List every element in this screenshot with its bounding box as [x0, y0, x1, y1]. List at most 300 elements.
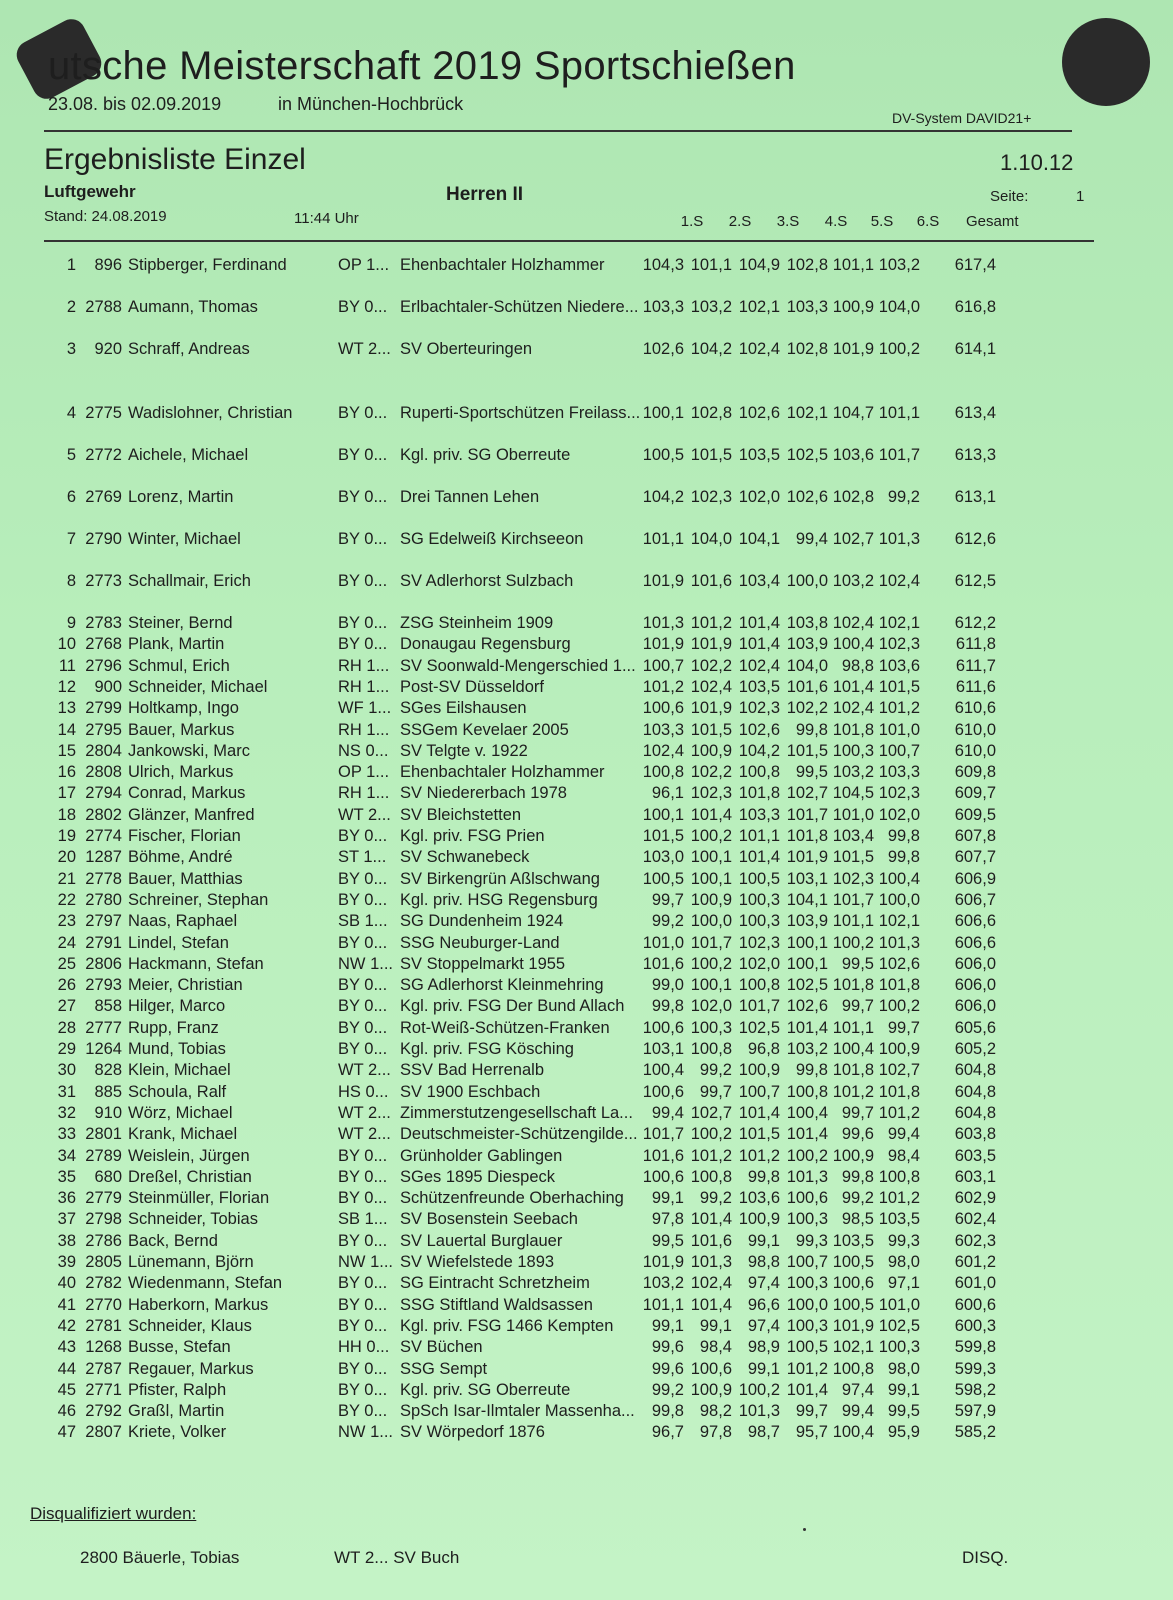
rank-cell: 14 — [57, 720, 76, 739]
series-4-cell: 102,5 — [786, 976, 828, 995]
rank-cell: 11 — [58, 656, 76, 675]
series-4-cell: 101,9 — [786, 848, 828, 867]
series-3-cell: 98,9 — [747, 1338, 780, 1357]
series-3-cell: 101,8 — [738, 784, 780, 803]
rank-cell: 32 — [57, 1103, 76, 1122]
rank-cell: 15 — [57, 741, 76, 760]
region-cell: BY 0... — [338, 1402, 388, 1421]
shooter-name-cell: Lorenz, Martin — [128, 488, 234, 506]
shooter-name-cell: Stipberger, Ferdinand — [128, 256, 287, 274]
shooter-name-cell: Schoula, Ralf — [128, 1082, 227, 1101]
series-3-cell: 102,0 — [738, 488, 780, 506]
series-5-cell: 101,1 — [832, 256, 874, 274]
series-6-cell: 102,6 — [878, 954, 920, 973]
series-2-cell: 102,7 — [690, 1103, 732, 1122]
series-3-cell: 101,4 — [738, 1103, 780, 1122]
series-5-cell: 104,5 — [832, 784, 874, 803]
rank-cell: 44 — [57, 1359, 76, 1378]
table-row — [0, 256, 1173, 278]
paper-mark — [803, 1528, 806, 1531]
series-2-cell: 100,6 — [690, 1359, 732, 1378]
series-4-cell: 100,7 — [786, 1253, 828, 1271]
start-number-cell: 2770 — [85, 1295, 122, 1314]
series-2-cell: 101,4 — [690, 1210, 732, 1229]
series-4-cell: 100,1 — [786, 954, 828, 973]
table-row — [0, 1274, 1173, 1296]
club-cell: SSG Sempt — [400, 1359, 488, 1378]
series-2-cell: 101,4 — [690, 1295, 732, 1314]
series-4-cell: 101,4 — [786, 1380, 828, 1399]
total-cell: 606,9 — [954, 869, 996, 888]
table-row — [0, 340, 1173, 362]
series-6-cell: 104,0 — [878, 298, 920, 316]
shooter-name-cell: Böhme, André — [128, 848, 233, 867]
table-row — [0, 1061, 1173, 1083]
rank-cell: 27 — [57, 997, 76, 1016]
region-cell: RH 1... — [338, 720, 390, 739]
club-cell: SV 1900 Eschbach — [400, 1082, 541, 1101]
start-number-cell: 2771 — [85, 1380, 122, 1399]
series-2-cell: 101,9 — [690, 635, 732, 654]
series-3-cell: 101,4 — [738, 614, 780, 632]
start-number-cell: 1264 — [85, 1040, 122, 1058]
total-cell: 603,5 — [954, 1146, 996, 1165]
series-4-cell: 101,4 — [786, 1125, 828, 1144]
region-cell: OP 1... — [338, 763, 390, 782]
shooter-name-cell: Schreiner, Stephan — [128, 890, 269, 909]
table-row — [0, 1360, 1173, 1382]
series-5-cell: 100,3 — [832, 741, 874, 760]
total-cell: 602,3 — [954, 1231, 996, 1250]
disqualified-heading: Disqualifiziert wurden: — [30, 1504, 197, 1523]
table-row — [0, 572, 1173, 594]
club-cell: SV Telgte v. 1922 — [400, 741, 528, 760]
column-header-s5: 5.S — [870, 213, 894, 230]
table-row — [0, 891, 1173, 913]
series-3-cell: 96,6 — [747, 1295, 780, 1314]
shooter-name-cell: Holtkamp, Ingo — [128, 699, 239, 718]
series-1-cell: 100,8 — [642, 763, 684, 782]
club-cell: SSG Stiftland Waldsassen — [400, 1295, 593, 1314]
start-number-cell: 2779 — [85, 1189, 122, 1208]
series-3-cell: 100,9 — [738, 1210, 780, 1229]
table-row — [0, 488, 1173, 510]
total-cell: 603,1 — [954, 1167, 996, 1186]
table-row — [0, 298, 1173, 320]
series-4-cell: 95,7 — [795, 1423, 828, 1442]
series-5-cell: 100,4 — [832, 635, 874, 654]
series-3-cell: 96,8 — [747, 1040, 780, 1058]
rank-cell: 3 — [66, 340, 76, 358]
region-cell: BY 0... — [338, 1167, 388, 1186]
table-row — [0, 1423, 1173, 1445]
start-number-cell: 2807 — [85, 1423, 122, 1442]
total-cell: 606,0 — [954, 954, 996, 973]
series-2-cell: 101,5 — [690, 446, 732, 464]
region-cell: RH 1... — [338, 784, 390, 803]
shooter-name-cell: Rupp, Franz — [128, 1018, 219, 1037]
series-1-cell: 103,2 — [642, 1274, 684, 1293]
series-3-cell: 100,9 — [738, 1061, 780, 1080]
page-number: 1 — [1076, 188, 1085, 205]
region-cell: ST 1... — [338, 848, 387, 867]
series-4-cell: 102,8 — [786, 340, 828, 358]
disqualified-club: WT 2... SV Buch — [334, 1548, 460, 1567]
table-row — [0, 848, 1173, 870]
total-cell: 599,8 — [954, 1338, 996, 1357]
series-5-cell: 103,5 — [832, 1231, 874, 1250]
total-cell: 606,7 — [954, 890, 996, 909]
series-2-cell: 102,2 — [690, 763, 732, 782]
series-1-cell: 99,1 — [651, 1316, 684, 1335]
series-3-cell: 103,6 — [738, 1189, 780, 1208]
rank-cell: 18 — [57, 805, 76, 824]
region-cell: BY 0... — [338, 1380, 388, 1399]
series-1-cell: 100,6 — [642, 699, 684, 718]
series-3-cell: 103,3 — [738, 805, 780, 824]
series-6-cell: 101,3 — [878, 530, 920, 548]
region-cell: WT 2... — [338, 1061, 391, 1080]
series-5-cell: 101,8 — [832, 976, 874, 995]
series-1-cell: 99,6 — [651, 1359, 684, 1378]
start-number-cell: 2769 — [85, 488, 122, 506]
series-6-cell: 100,2 — [878, 340, 920, 358]
series-3-cell: 101,3 — [738, 1402, 780, 1421]
shooter-name-cell: Schneider, Klaus — [128, 1316, 252, 1335]
table-row — [0, 997, 1173, 1019]
series-6-cell: 101,2 — [878, 1189, 920, 1208]
table-row — [0, 1147, 1173, 1169]
series-2-cell: 100,1 — [690, 848, 732, 867]
shooter-name-cell: Haberkorn, Markus — [128, 1295, 269, 1314]
shooter-name-cell: Ulrich, Markus — [128, 763, 234, 782]
table-row — [0, 742, 1173, 764]
region-cell: SB 1... — [338, 912, 388, 931]
shooter-name-cell: Dreßel, Christian — [128, 1167, 252, 1186]
club-cell: ZSG Steinheim 1909 — [400, 614, 554, 632]
total-cell: 617,4 — [954, 256, 996, 274]
series-1-cell: 101,6 — [642, 1146, 684, 1165]
table-row — [0, 1232, 1173, 1254]
series-2-cell: 100,0 — [690, 912, 732, 931]
magnet-right — [1062, 18, 1150, 106]
shooter-name-cell: Hackmann, Stefan — [128, 954, 264, 973]
series-4-cell: 100,0 — [786, 1295, 828, 1314]
series-5-cell: 100,4 — [832, 1040, 874, 1058]
table-row — [0, 1168, 1173, 1190]
series-3-cell: 102,4 — [738, 340, 780, 358]
series-3-cell: 101,4 — [738, 635, 780, 654]
start-number-cell: 2788 — [85, 298, 122, 316]
rank-cell: 19 — [57, 827, 76, 845]
series-2-cell: 104,2 — [690, 340, 732, 358]
series-5-cell: 101,1 — [832, 912, 874, 931]
table-row — [0, 1338, 1173, 1360]
series-6-cell: 101,1 — [878, 404, 920, 422]
series-2-cell: 102,4 — [690, 677, 732, 696]
series-1-cell: 100,1 — [642, 404, 684, 422]
series-3-cell: 100,8 — [738, 763, 780, 782]
region-cell: BY 0... — [338, 827, 388, 845]
start-number-cell: 680 — [94, 1167, 122, 1186]
series-3-cell: 101,1 — [738, 827, 780, 845]
region-cell: BY 0... — [338, 530, 388, 548]
series-2-cell: 99,1 — [699, 1316, 732, 1335]
series-6-cell: 102,3 — [878, 635, 920, 654]
series-4-cell: 104,0 — [786, 656, 828, 675]
column-header-s3: 3.S — [776, 213, 800, 230]
series-6-cell: 101,3 — [878, 933, 920, 952]
club-cell: Schützenfreunde Oberhaching — [400, 1189, 624, 1208]
club-cell: SSGem Kevelaer 2005 — [400, 720, 569, 739]
table-divider — [44, 240, 1094, 242]
club-cell: SV Schwanebeck — [400, 848, 530, 867]
region-cell: BY 0... — [338, 404, 388, 422]
series-1-cell: 99,5 — [651, 1231, 684, 1250]
region-cell: BY 0... — [338, 572, 388, 590]
series-6-cell: 100,7 — [878, 741, 920, 760]
series-2-cell: 102,8 — [690, 404, 732, 422]
series-5-cell: 100,8 — [832, 1359, 874, 1378]
series-5-cell: 99,6 — [841, 1125, 874, 1144]
series-4-cell: 101,7 — [786, 805, 828, 824]
start-number-cell: 910 — [94, 1103, 122, 1122]
series-3-cell: 103,5 — [738, 446, 780, 464]
series-6-cell: 100,8 — [878, 1167, 920, 1186]
series-5-cell: 99,2 — [841, 1189, 874, 1208]
start-number-cell: 2799 — [85, 699, 122, 718]
start-number-cell: 2796 — [85, 656, 122, 675]
shooter-name-cell: Schallmair, Erich — [128, 572, 251, 590]
series-6-cell: 99,8 — [887, 827, 920, 845]
rank-cell: 31 — [57, 1082, 76, 1101]
shooter-name-cell: Hilger, Marco — [128, 997, 226, 1016]
total-cell: 606,0 — [954, 997, 996, 1016]
table-row — [0, 1253, 1173, 1275]
region-cell: BY 0... — [338, 933, 388, 952]
table-row — [0, 635, 1173, 657]
series-1-cell: 100,5 — [642, 869, 684, 888]
total-cell: 614,1 — [954, 340, 996, 358]
series-6-cell: 99,5 — [887, 1402, 920, 1421]
series-1-cell: 101,9 — [642, 1253, 684, 1271]
region-cell: BY 0... — [338, 1274, 388, 1293]
series-1-cell: 101,1 — [642, 1295, 684, 1314]
series-2-cell: 101,6 — [690, 572, 732, 590]
region-cell: SB 1... — [338, 1210, 388, 1229]
series-3-cell: 104,1 — [738, 530, 780, 548]
shooter-name-cell: Glänzer, Manfred — [128, 805, 255, 824]
series-6-cell: 98,4 — [887, 1146, 920, 1165]
total-cell: 585,2 — [954, 1423, 996, 1442]
club-cell: Ehenbachtaler Holzhammer — [400, 256, 605, 274]
series-2-cell: 102,3 — [690, 488, 732, 506]
total-cell: 605,6 — [954, 1018, 996, 1037]
club-cell: Kgl. priv. SG Oberreute — [400, 1380, 571, 1399]
region-cell: BY 0... — [338, 890, 388, 909]
series-2-cell: 97,8 — [699, 1423, 732, 1442]
discipline: Luftgewehr — [44, 182, 136, 201]
region-cell: BY 0... — [338, 1018, 388, 1037]
series-2-cell: 101,5 — [690, 720, 732, 739]
total-cell: 610,0 — [954, 741, 996, 760]
column-header-s6: 6.S — [916, 213, 940, 230]
start-number-cell: 2790 — [85, 530, 122, 548]
series-2-cell: 100,9 — [690, 741, 732, 760]
series-5-cell: 100,4 — [832, 1423, 874, 1442]
table-row — [0, 1104, 1173, 1126]
series-5-cell: 100,5 — [832, 1253, 874, 1271]
region-cell: NW 1... — [338, 1253, 394, 1271]
series-1-cell: 100,5 — [642, 446, 684, 464]
series-5-cell: 99,7 — [841, 997, 874, 1016]
table-row — [0, 806, 1173, 828]
total-cell: 610,6 — [954, 699, 996, 718]
series-4-cell: 100,5 — [786, 1338, 828, 1357]
series-2-cell: 100,2 — [690, 1125, 732, 1144]
series-4-cell: 100,3 — [786, 1210, 828, 1229]
start-number-cell: 2780 — [85, 890, 122, 909]
series-6-cell: 97,1 — [887, 1274, 920, 1293]
series-4-cell: 99,4 — [795, 530, 828, 548]
series-4-cell: 100,4 — [786, 1103, 828, 1122]
table-row — [0, 912, 1173, 934]
start-number-cell: 2772 — [85, 446, 122, 464]
series-3-cell: 102,3 — [738, 933, 780, 952]
rank-cell: 33 — [57, 1125, 76, 1144]
disqualified-status: DISQ. — [962, 1548, 1009, 1567]
total-cell: 601,2 — [954, 1253, 996, 1271]
rank-cell: 6 — [66, 488, 76, 506]
table-row — [0, 976, 1173, 998]
club-cell: Kgl. priv. SG Oberreute — [400, 446, 571, 464]
club-cell: SpSch Isar-Ilmtaler Massenha... — [400, 1402, 635, 1421]
club-cell: Grünholder Gablingen — [400, 1146, 563, 1165]
series-2-cell: 101,7 — [690, 933, 732, 952]
table-row — [0, 530, 1173, 552]
system-label: DV-System DAVID21+ — [892, 110, 1032, 126]
series-3-cell: 97,4 — [747, 1316, 780, 1335]
series-6-cell: 99,2 — [887, 488, 920, 506]
series-3-cell: 100,2 — [738, 1380, 780, 1399]
start-number-cell: 896 — [94, 256, 122, 274]
club-cell: SV Büchen — [400, 1338, 483, 1357]
start-number-cell: 2801 — [85, 1125, 122, 1144]
series-2-cell: 101,9 — [690, 699, 732, 718]
series-4-cell: 100,0 — [786, 572, 828, 590]
region-cell: NW 1... — [338, 954, 394, 973]
series-6-cell: 102,1 — [878, 912, 920, 931]
rank-cell: 40 — [57, 1274, 76, 1293]
region-cell: WF 1... — [338, 699, 392, 718]
series-4-cell: 100,8 — [786, 1082, 828, 1101]
series-5-cell: 101,1 — [832, 1018, 874, 1037]
rank-cell: 1 — [66, 256, 76, 274]
start-number-cell: 2781 — [85, 1316, 122, 1335]
series-5-cell: 101,7 — [832, 890, 874, 909]
region-cell: BY 0... — [338, 298, 388, 316]
total-cell: 597,9 — [954, 1402, 996, 1421]
total-cell: 604,8 — [954, 1082, 996, 1101]
series-2-cell: 102,4 — [690, 1274, 732, 1293]
page-label: Seite: — [990, 188, 1029, 205]
start-number-cell: 2795 — [85, 720, 122, 739]
series-2-cell: 102,0 — [690, 997, 732, 1016]
total-cell: 601,0 — [954, 1274, 996, 1293]
table-row — [0, 657, 1173, 679]
series-6-cell: 102,3 — [878, 784, 920, 803]
series-4-cell: 102,8 — [786, 256, 828, 274]
club-cell: SV Wiefelstede 1893 — [400, 1253, 555, 1271]
start-number-cell: 2786 — [85, 1231, 122, 1250]
series-5-cell: 101,8 — [832, 1061, 874, 1080]
column-header-total: Gesamt — [966, 213, 1019, 230]
series-1-cell: 100,6 — [642, 1167, 684, 1186]
series-6-cell: 102,0 — [878, 805, 920, 824]
total-cell: 602,9 — [954, 1189, 996, 1208]
shooter-name-cell: Aumann, Thomas — [128, 298, 258, 316]
rank-cell: 7 — [66, 530, 76, 548]
series-5-cell: 100,9 — [832, 1146, 874, 1165]
series-1-cell: 99,6 — [651, 1338, 684, 1357]
start-number-cell: 858 — [94, 997, 122, 1016]
region-cell: OP 1... — [338, 256, 390, 274]
series-2-cell: 100,2 — [690, 954, 732, 973]
table-row — [0, 934, 1173, 956]
series-2-cell: 103,2 — [690, 298, 732, 316]
total-cell: 609,5 — [954, 805, 996, 824]
series-5-cell: 101,5 — [832, 848, 874, 867]
series-6-cell: 102,7 — [878, 1061, 920, 1080]
series-3-cell: 99,1 — [747, 1231, 780, 1250]
shooter-name-cell: Kriete, Volker — [128, 1423, 227, 1442]
series-4-cell: 100,1 — [786, 933, 828, 952]
club-cell: Post-SV Düsseldorf — [400, 677, 544, 696]
club-cell: SV Stoppelmarkt 1955 — [400, 954, 566, 973]
series-4-cell: 99,3 — [795, 1231, 828, 1250]
rank-cell: 2 — [66, 298, 76, 316]
series-3-cell: 98,7 — [747, 1423, 780, 1442]
series-3-cell: 100,3 — [738, 890, 780, 909]
series-3-cell: 100,7 — [738, 1082, 780, 1101]
start-number-cell: 2792 — [85, 1402, 122, 1421]
series-2-cell: 98,2 — [699, 1402, 732, 1421]
shooter-name-cell: Plank, Martin — [128, 635, 225, 654]
class-label: Herren II — [446, 184, 524, 205]
rank-cell: 25 — [57, 954, 76, 973]
series-6-cell: 99,7 — [887, 1018, 920, 1037]
series-1-cell: 104,3 — [642, 256, 684, 274]
series-2-cell: 101,3 — [690, 1253, 732, 1271]
region-cell: BY 0... — [338, 1316, 388, 1335]
club-cell: SGes Eilshausen — [400, 699, 527, 718]
series-2-cell: 98,4 — [699, 1338, 732, 1357]
rank-cell: 12 — [57, 677, 76, 696]
series-6-cell: 100,2 — [878, 997, 920, 1016]
series-5-cell: 102,7 — [832, 530, 874, 548]
series-4-cell: 103,9 — [786, 912, 828, 931]
start-number-cell: 2777 — [85, 1018, 122, 1037]
series-5-cell: 99,4 — [841, 1402, 874, 1421]
series-4-cell: 99,7 — [795, 1402, 828, 1421]
rank-cell: 21 — [57, 869, 76, 888]
region-cell: BY 0... — [338, 488, 388, 506]
total-cell: 600,3 — [954, 1316, 996, 1335]
club-cell: SV Bleichstetten — [400, 805, 522, 824]
series-2-cell: 101,2 — [690, 1146, 732, 1165]
region-cell: NW 1... — [338, 1423, 394, 1442]
series-1-cell: 103,0 — [642, 848, 684, 867]
